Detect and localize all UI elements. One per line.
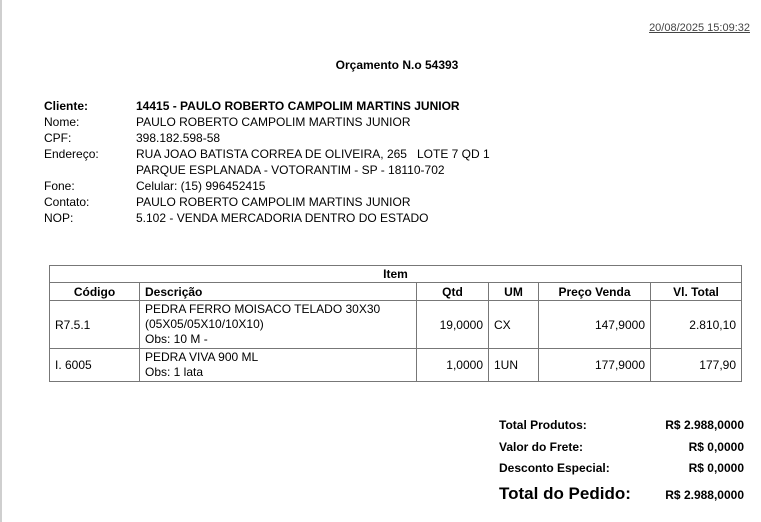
totals-block	[499, 416, 744, 506]
total-produtos-row	[499, 416, 744, 438]
fone-value: Celular: (15) 996452415	[136, 179, 266, 193]
desconto-row	[499, 459, 744, 483]
total-pedido-value: R$ 2.988,0000	[665, 488, 744, 502]
cliente-label: Cliente:	[44, 99, 89, 113]
cell-preco: 177,9000	[539, 349, 651, 382]
cell-codigo: R7.5.1	[50, 301, 140, 349]
table-row	[50, 349, 742, 382]
cliente-value: 14415 - PAULO ROBERTO CAMPOLIM MARTINS JUNIOR	[136, 99, 460, 113]
fone-row	[44, 178, 490, 194]
page-edge	[0, 0, 2, 522]
valor-frete-label: Valor do Frete:	[499, 440, 584, 454]
header-preco: Preço Venda	[539, 283, 651, 301]
items-caption: Item	[50, 266, 742, 283]
descricao-obs: Obs: 10 M -	[145, 332, 208, 346]
valor-frete-row	[499, 438, 744, 459]
table-row	[50, 301, 742, 349]
cell-preco: 147,9000	[539, 301, 651, 349]
nop-row	[44, 210, 490, 226]
descricao-line: PEDRA FERRO MOISACO TELADO 30X30	[145, 302, 381, 316]
header-descricao: Descrição	[140, 283, 417, 301]
total-pedido-row	[499, 483, 744, 506]
header-codigo: Código	[50, 283, 140, 301]
cpf-label: CPF:	[44, 131, 72, 145]
contato-label: Contato:	[44, 195, 90, 209]
total-produtos-label: Total Produtos:	[499, 418, 587, 432]
cell-um: CX	[489, 301, 539, 349]
cell-codigo: I. 6005	[50, 349, 140, 382]
descricao-line: (05X05/05X10/10X10)	[145, 317, 264, 331]
cell-total: 177,90	[651, 349, 742, 382]
nop-value: 5.102 - VENDA MERCADORIA DENTRO DO ESTADO	[136, 211, 429, 225]
cpf-row	[44, 130, 490, 146]
valor-frete-value: R$ 0,0000	[688, 440, 744, 454]
cell-um: 1UN	[489, 349, 539, 382]
print-timestamp: 20/08/2025 15:09:32	[649, 22, 750, 34]
header-qtd: Qtd	[417, 283, 489, 301]
header-um: UM	[489, 283, 539, 301]
cell-descricao	[140, 349, 417, 382]
descricao-obs: Obs: 1 lata	[145, 365, 204, 379]
contato-value: PAULO ROBERTO CAMPOLIM MARTINS JUNIOR	[136, 195, 411, 209]
desconto-label: Desconto Especial:	[499, 461, 610, 475]
total-produtos-value: R$ 2.988,0000	[665, 418, 744, 432]
page-title: Orçamento N.o 54393	[335, 58, 459, 72]
fone-label: Fone:	[44, 179, 75, 193]
total-pedido-label: Total do Pedido:	[499, 484, 631, 503]
descricao-line: PEDRA VIVA 900 ML	[145, 350, 259, 364]
client-row	[44, 98, 490, 114]
endereco-label: Endereço:	[44, 147, 99, 161]
client-info	[44, 98, 490, 226]
nome-row	[44, 114, 490, 130]
endereco-line1: RUA JOAO BATISTA CORREA DE OLIVEIRA, 265 LOTE 7 QD 1	[136, 147, 490, 161]
endereco-row	[44, 146, 490, 162]
items-table	[49, 265, 742, 382]
endereco-line2: PARQUE ESPLANADA - VOTORANTIM - SP - 18110-702	[136, 163, 445, 177]
cpf-value: 398.182.598-58	[136, 131, 221, 145]
nome-label: Nome:	[44, 115, 80, 129]
contato-row	[44, 194, 490, 210]
cell-qtd: 19,0000	[417, 301, 489, 349]
endereco-spacer	[44, 162, 136, 178]
cell-qtd: 1,0000	[417, 349, 489, 382]
cell-total: 2.810,10	[651, 301, 742, 349]
desconto-value: R$ 0,0000	[688, 461, 744, 475]
items-caption-row	[50, 266, 742, 283]
header-total: Vl. Total	[651, 283, 742, 301]
nop-label: NOP:	[44, 211, 74, 225]
nome-value: PAULO ROBERTO CAMPOLIM MARTINS JUNIOR	[136, 115, 411, 129]
endereco-row-2	[44, 162, 490, 178]
items-header-row	[50, 283, 742, 301]
cell-descricao	[140, 301, 417, 349]
